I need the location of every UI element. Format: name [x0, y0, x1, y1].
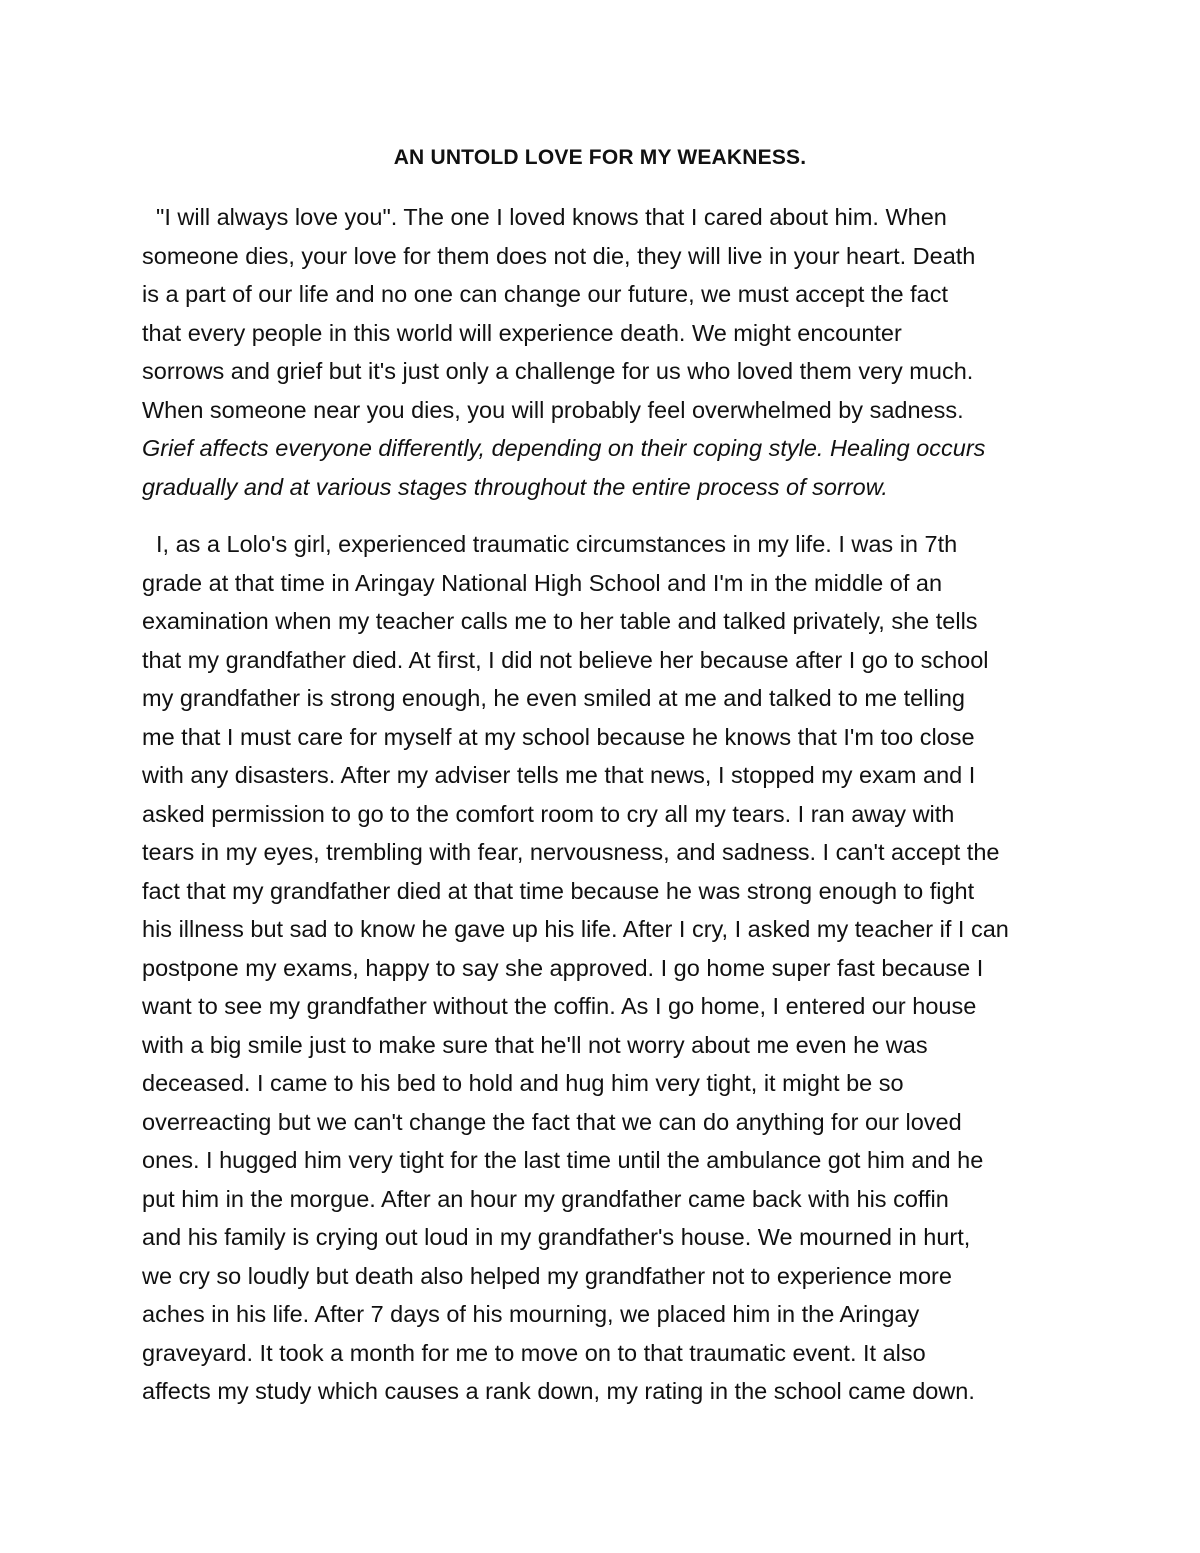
text-line: with any disasters. After my adviser tells me that news, I stopped my exam and I [142, 762, 976, 788]
text-line: and his family is crying out loud in my grandfather's house. We mourned in hurt, [142, 1224, 971, 1250]
text-line: examination when my teacher calls me to her table and talked privately, she tells [142, 608, 978, 634]
text-line: postpone my exams, happy to say she approved. I go home super fast because I [142, 954, 984, 981]
text-line: want to see my grandfather without the coffin. As I go home, I entered our house [142, 993, 977, 1019]
paragraph-1 [142, 198, 1072, 506]
text-line: aches in his life. After 7 days of his mourning, we placed him in the Aringay [142, 1301, 920, 1327]
text-line: me that I must care for myself at my school because he knows that I'm too close [142, 723, 975, 750]
text-line: sorrows and grief but it's just only a challenge for us who loved them very much. [142, 358, 974, 384]
text-line: asked permission to go to the comfort room to cry all my tears. I ran away with [142, 800, 955, 827]
paragraph-2 [142, 525, 1072, 1411]
text-line: with a big smile just to make sure that he'll not worry about me even he was [142, 1031, 928, 1058]
text-line: fact that my grandfather died at that time because he was strong enough to fight [142, 877, 975, 904]
text-line: "I will always love you". The one I loved knows that I cared about him. When [156, 204, 947, 230]
text-line: When someone near you dies, you will probably feel overwhelmed by sadness. [142, 396, 964, 423]
text-line: graveyard. It took a month for me to move on to that traumatic event. It also [142, 1339, 926, 1366]
text-line: gradually and at various stages throughout the entire process of sorrow. [142, 473, 888, 500]
text-line: we cry so loudly but death also helped my grandfather not to experience more [142, 1262, 952, 1289]
text-line: that my grandfather died. At first, I did not believe her because after I go to school [142, 646, 989, 673]
text-line: overreacting but we can't change the fact that we can do anything for our loved [142, 1108, 962, 1135]
text-line: my grandfather is strong enough, he even smiled at me and talked to me telling [142, 685, 965, 711]
text-line: Grief affects everyone differently, depending on their coping style. Healing occurs [142, 435, 986, 461]
text-line: that every people in this world will experience death. We might encounter [142, 319, 902, 346]
text-line: ones. I hugged him very tight for the last time until the ambulance got him and he [142, 1147, 984, 1173]
text-line: affects my study which causes a rank down, my rating in the school came down. [142, 1378, 975, 1404]
text-line: I, as a Lolo's girl, experienced traumatic circumstances in my life. I was in 7th [156, 531, 958, 557]
text-line: grade at that time in Aringay National High School and I'm in the middle of an [142, 569, 943, 596]
text-line: tears in my eyes, trembling with fear, nervousness, and sadness. I can't accept the [142, 839, 1000, 865]
text-line: is a part of our life and no one can change our future, we must accept the fact [142, 281, 949, 307]
document-title: AN UNTOLD LOVE FOR MY WEAKNESS. [393, 146, 807, 169]
text-line: someone dies, your love for them does not die, they will live in your heart. Death [142, 242, 976, 269]
text-line: deceased. I came to his bed to hold and hug him very tight, it might be so [142, 1070, 904, 1096]
text-line: his illness but sad to know he gave up his life. After I cry, I asked my teacher if I can [142, 916, 1009, 942]
text-line: put him in the morgue. After an hour my grandfather came back with his coffin [142, 1185, 949, 1212]
